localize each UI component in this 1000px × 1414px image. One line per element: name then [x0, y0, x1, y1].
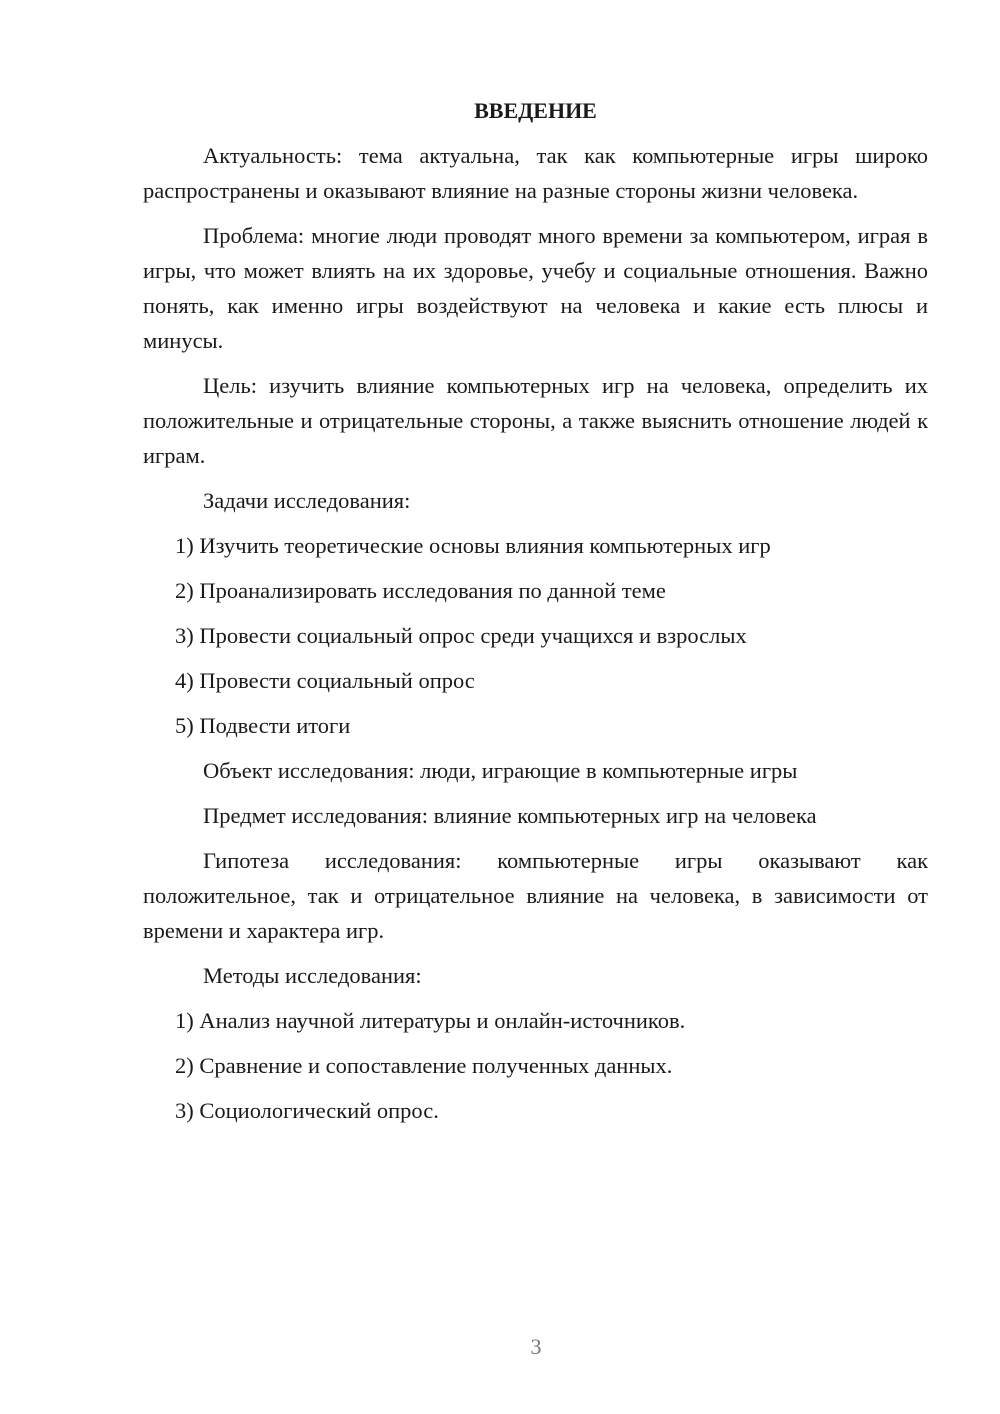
method-item: 2) Сравнение и сопоставление полученных данных.: [175, 1053, 673, 1078]
object-paragraph: Объект исследования: люди, играющие в компьютерные игры: [203, 758, 798, 783]
tasks-list: [143, 528, 928, 743]
goal-paragraph: Цель: изучить влияние компьютерных игр на человека, определить их положительные и отрицательные стороны, а также выяснить отношение людей к играм.: [143, 373, 928, 468]
method-item: 3) Социологический опрос.: [175, 1098, 439, 1123]
relevance-paragraph: Актуальность: тема актуальна, так как компьютерные игры широко распространены и оказывают влияние на разные стороны жизни человека.: [143, 143, 928, 203]
problem-paragraph: Проблема: многие люди проводят много времени за компьютером, играя в игры, что может влиять на их здоровье, учебу и социальные отношения. Важно понять, как именно игры воздействуют на человека и какие есть плюсы и минусы.: [143, 223, 928, 353]
task-item: 1) Изучить теоретические основы влияния компьютерных игр: [175, 533, 771, 558]
task-item: 3) Провести социальный опрос среди учащихся и взрослых: [175, 623, 747, 648]
page-number: 3: [530, 1334, 542, 1359]
task-item: 2) Проанализировать исследования по данной теме: [175, 578, 666, 603]
methods-heading: Методы исследования:: [203, 963, 422, 988]
page-content: [143, 96, 928, 1138]
hypothesis-paragraph: Гипотеза исследования: компьютерные игры оказывают как положительное, так и отрицательное влияние на человека, в зависимости от времени и характера игр.: [143, 848, 928, 943]
task-item: 4) Провести социальный опрос: [175, 668, 475, 693]
section-title: ВВЕДЕНИЕ: [474, 98, 597, 123]
tasks-heading: Задачи исследования:: [203, 488, 411, 513]
task-item: 5) Подвести итоги: [175, 713, 351, 738]
methods-list: [143, 1003, 928, 1128]
method-item: 1) Анализ научной литературы и онлайн-источников.: [175, 1008, 686, 1033]
subject-paragraph: Предмет исследования: влияние компьютерных игр на человека: [203, 803, 817, 828]
